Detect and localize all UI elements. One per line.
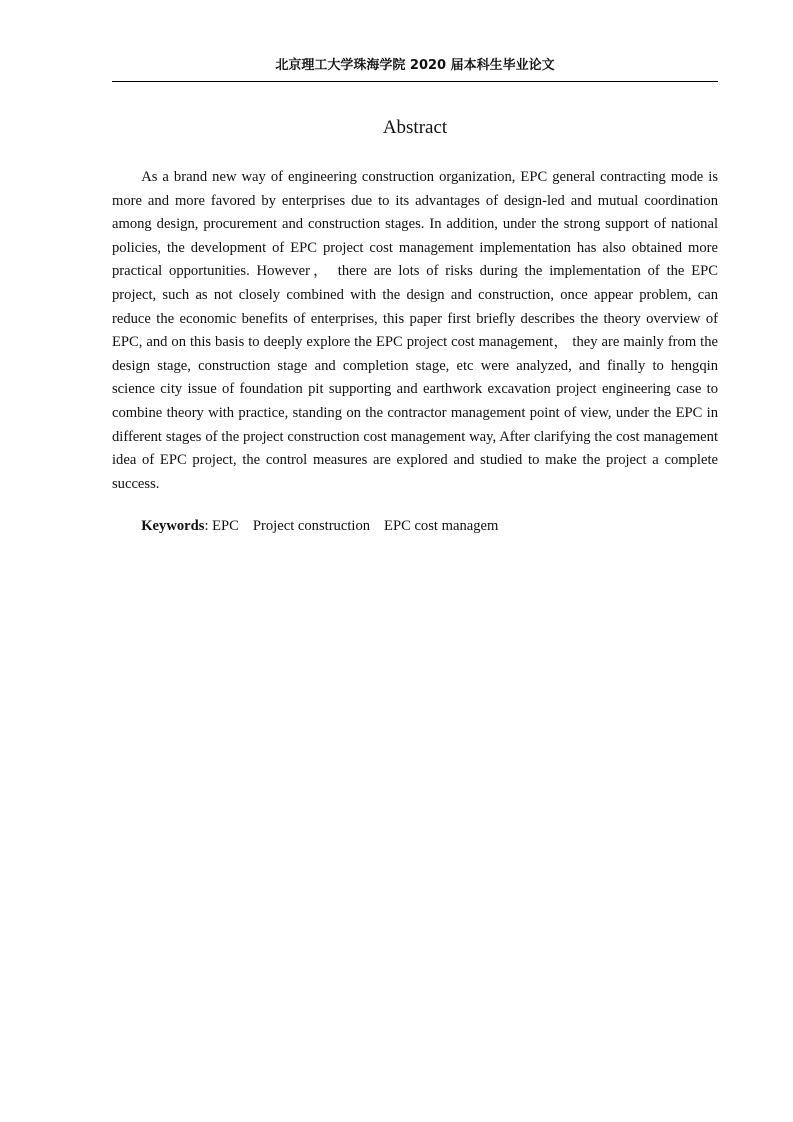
- abstract-heading: Abstract: [382, 117, 448, 138]
- keyword-item: EPC cost managem: [384, 518, 499, 534]
- keyword-item: Project construction: [252, 518, 371, 534]
- header-title: 北京理工大学珠海学院 2020 届本科生毕业论文: [275, 58, 555, 73]
- keyword-item: EPC: [212, 518, 239, 534]
- abstract-body: As a brand new way of engineering construction organization, EPC general contracting mode is more and more favored by enterprises due to its advantages of design-led and mutual coordination among design, procurement and construction stages. In addition, under the strong support of national policies, the development of EPC project cost management implementation has also obtained more practical opportunities. However， there are lots of risks during the implementation of the EPC project, such as not closely combined with the design and construction, once appear problem, can reduce the economic benefits of enterprises, this paper first briefly describes the theory overview of EPC, and on this basis to deeply explore the EPC project cost management， they are mainly from the design stage, construction stage and completion stage, etc were analyzed, and finally to hengqin science city issue of foundation pit supporting and earthwork excavation project engineering case to combine theory with practice, standing on the contractor management point of view, under the EPC in different stages of the project construction cost management way, After clarifying the cost management idea of EPC project, the control measures are explored and studied to make the project a complete success.: [112, 169, 718, 492]
- keywords-separator: :: [204, 518, 213, 534]
- keywords-label: Keywords: [141, 518, 205, 534]
- keywords-line: [112, 515, 718, 539]
- page-header: [112, 56, 718, 82]
